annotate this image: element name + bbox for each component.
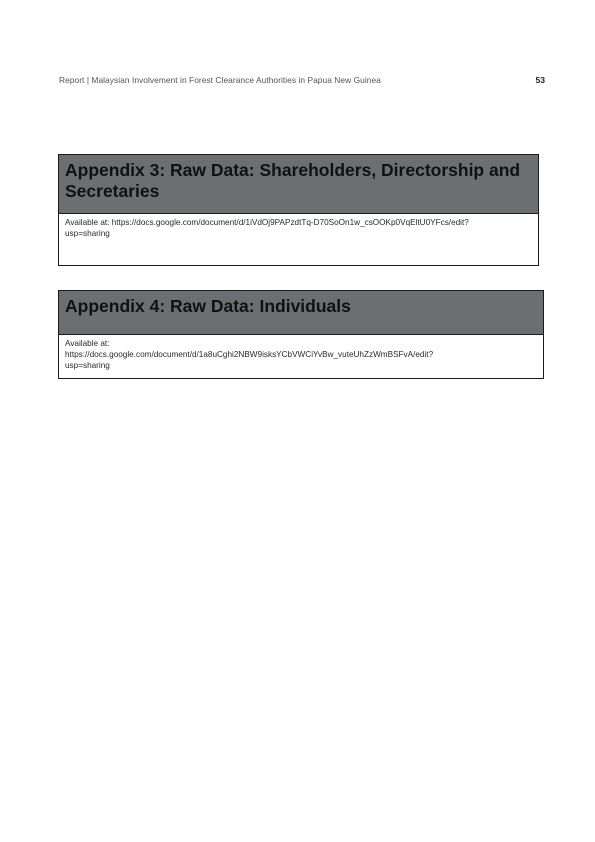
appendix-3-box — [58, 154, 539, 266]
appendix-4-title: Appendix 4: Raw Data: Individuals — [59, 291, 543, 335]
appendix-3-title: Appendix 3: Raw Data: Shareholders, Directorship and Secretaries — [59, 155, 538, 214]
appendix-4-link-line[interactable]: https://docs.google.com/document/d/1a8uCghi2NBW9isksYCbVWCiYvBw_vuteUhZzWmBSFvA/edit? — [65, 350, 434, 360]
running-header: Report | Malaysian Involvement in Forest Clearance Authorities in Papua New Guinea — [59, 75, 381, 85]
appendix-3-link-line-continued[interactable]: usp=sharing — [65, 229, 110, 239]
appendix-4-available-label: Available at: — [65, 339, 110, 348]
page-number: 53 — [535, 75, 545, 85]
appendix-4-link-line-continued[interactable]: usp=sharing — [65, 361, 110, 371]
appendix-4-body — [59, 335, 543, 372]
appendix-4-box — [58, 290, 544, 379]
appendix-3-body — [59, 214, 538, 239]
appendix-3-link-line[interactable]: Available at: https://docs.google.com/document/d/1iVdOj9PAPzdtTq-D70SoOn1w_csOOKp0VqEltU0YFcs/edit? — [65, 218, 469, 227]
